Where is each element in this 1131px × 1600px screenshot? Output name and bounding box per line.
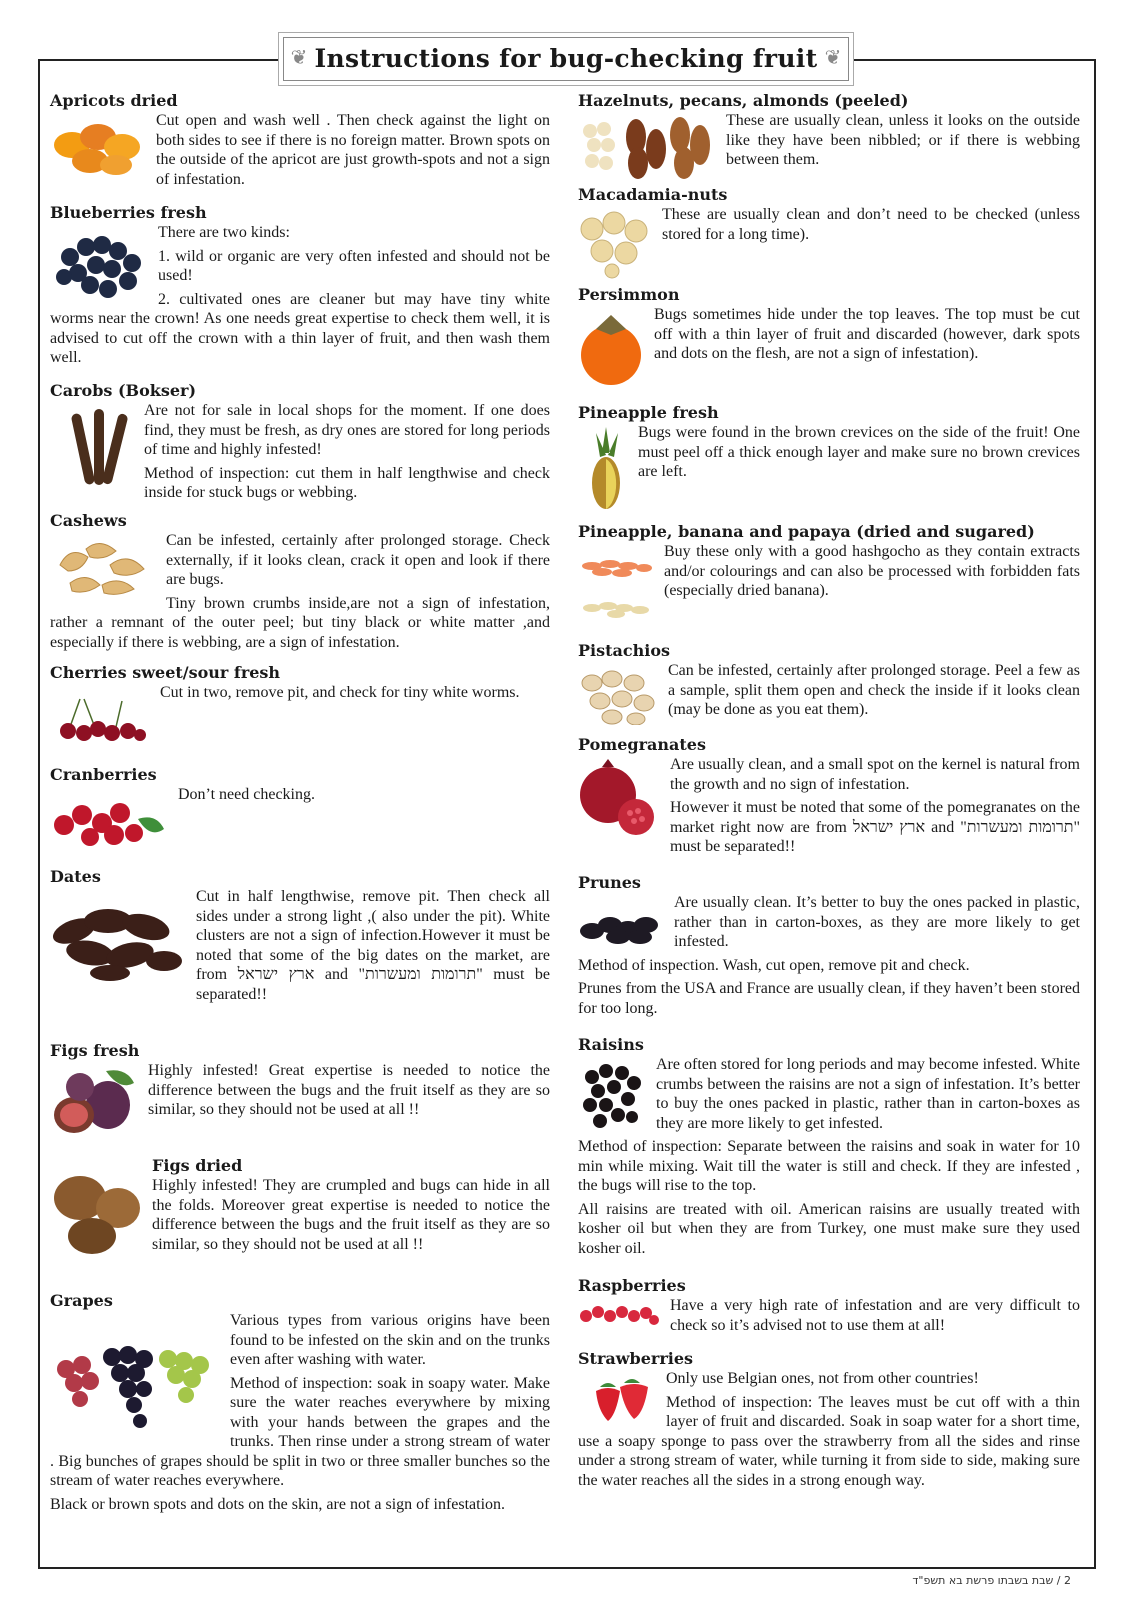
entry-title: Pomegranates [578, 735, 706, 754]
page-title: Instructions for bug-checking fruit [314, 44, 818, 73]
entry-text: Are usually clean, and a small spot on the kernel is natural from the growth and no sign of infestation. [670, 756, 1080, 793]
entry-title: Pineapple fresh [578, 403, 719, 422]
entry-title: Carobs (Bokser) [50, 381, 197, 400]
entry-nuts [578, 91, 1080, 183]
entry-text: These are usually clean, unless it looks on the outside like they have been nibbled; or if there is webbing between them. [726, 112, 1080, 168]
entry-title: Strawberries [578, 1349, 694, 1368]
entry-figs-fresh [50, 1041, 550, 1139]
cashews-image [50, 535, 156, 597]
cherries-image [50, 687, 150, 747]
entry-text: Bugs were found in the brown crevices on the side of the fruit! One must peel off a thick enough layer and make sure no brown crevices are left. [638, 424, 1080, 480]
entry-text: There are two kinds: [158, 224, 290, 241]
entry-text: All raisins are treated with oil. American raisins are usually treated with kosher oil but when they are from Turkey, one must make sure they used kosher oil. [578, 1200, 1080, 1257]
entry-title: Hazelnuts, pecans, almonds (peeled) [578, 91, 909, 110]
entry-title: Raspberries [578, 1276, 686, 1295]
entry-title: Prunes [578, 873, 641, 892]
macadamia-image [578, 209, 652, 279]
entry-pineapple [578, 403, 1080, 515]
grapes-image [50, 1329, 220, 1433]
entry-prunes [578, 873, 1080, 1022]
entry-text: Only use Belgian ones, not from other countries! [666, 1370, 979, 1387]
entry-title: Pineapple, banana and papaya (dried and sugared) [578, 522, 1035, 541]
entry-text: 1. wild or organic are very often infested and should not be used! [158, 247, 550, 284]
dates-image [50, 891, 186, 983]
entry-title: Macadamia-nuts [578, 185, 728, 204]
cranberries-image [50, 789, 168, 851]
entry-text: Can be infested, certainly after prolonged storage. Check externally, if it looks clean, crack it open and look if there are bugs. [166, 532, 550, 588]
entry-title: Cranberries [50, 765, 157, 784]
entry-cashews [50, 511, 550, 656]
entry-title: Apricots dried [50, 91, 178, 110]
entry-text: Highly infested! They are crumpled and bugs can hide in all the folds. Moreover great expertise is needed to notice the difference between the bugs and the fruit itself as they are so similar, so they should not be used at all !! [152, 1177, 550, 1253]
pistachios-image [578, 665, 658, 725]
entry-text: 2. cultivated ones are cleaner but may have tiny white worms near the crown! As one needs great expertise to check them well, it is advised to cut off the crown with a thin layer of fruit, and then wash them well. [50, 290, 550, 366]
raisins-image [578, 1059, 646, 1135]
entry-title: Cashews [50, 511, 127, 530]
entry-text: Method of inspection. Wash, cut open, remove pit and check. [578, 956, 970, 974]
entry-text: Can be infested, certainly after prolonged storage. Peel a few as a sample, split them open and check the inside if it looks clean (may be done as you eat them). [668, 662, 1080, 718]
entry-carobs [50, 381, 550, 507]
entry-title: Figs fresh [50, 1041, 140, 1060]
entry-text: Are usually clean. It’s better to buy the ones packed in plastic, rather than in carton-boxes, as they are more likely to get infested. [674, 894, 1080, 950]
entry-pomegranates [578, 735, 1080, 861]
entry-figs-dried [50, 1156, 550, 1258]
entry-cherries [50, 663, 550, 749]
page-footer: 2 / שבת בשבתו פרשת בא תשפ"ד [912, 1574, 1071, 1587]
entry-text: Highly infested! Great expertise is needed to notice the difference between the bugs and the fruit itself as they are so similar, so they should not be used at all !! [148, 1062, 550, 1118]
entry-title: Pistachios [578, 641, 671, 660]
entry-title: Grapes [50, 1291, 113, 1310]
entry-text: Prunes from the USA and France are usually clean, if they haven’t been stored for too long. [578, 980, 1080, 1017]
entry-text: Method of inspection: cut them in half lengthwise and check inside for stuck bugs or webbing. [144, 464, 550, 501]
carobs-image [64, 405, 134, 493]
entry-text: Buy these only with a good hashgocho as they contain extracts and/or colourings and can also be processed with forbidden fats (especially dried banana). [664, 543, 1080, 599]
dried-tropical-image [578, 546, 654, 622]
apricots-image [50, 115, 146, 177]
entry-text: Are not for sale in local shops for the moment. If one does find, they must be fresh, as dry ones are stored for long periods of time and highly infested! [144, 402, 550, 458]
ornament-icon: ❦ [824, 45, 842, 69]
entry-text: Method of inspection: The leaves must be cut off with a thin layer of fruit and discarded. Soak in soap water for a short time, use a soapy sponge to pass over the strawberry from all the sides and rinse under a strong stream of water, while turning it from side to side, making sure the water reaches all the sides in a strong enough way. [578, 1393, 1080, 1489]
entry-title: Figs dried [152, 1156, 243, 1175]
pomegranates-image [578, 759, 660, 839]
entry-text: However it must be noted that some of the pomegranates on the market right now are from ארץ ישראל and "תרומות ומעשרות" must be separated!! [670, 799, 1081, 855]
entry-title: Blueberries fresh [50, 203, 207, 222]
entry-text: Bugs sometimes hide under the top leaves. The top must be cut off with a thin layer of fruit and discarded (however, dark spots and dots on the flesh, are not a sign of infestation). [654, 306, 1080, 362]
ornament-icon: ❦ [290, 45, 308, 69]
entry-raspberries [578, 1276, 1080, 1339]
entry-persimmon [578, 285, 1080, 389]
entry-title: Dates [50, 867, 101, 886]
entry-text: These are usually clean and don’t need to be checked (unless stored for a long time). [662, 206, 1080, 243]
entry-text: Cut in half lengthwise, remove pit. Then check all sides under a strong light ,( also under the pit). White clusters are not a sign of infection.However it must be noted that some of the big dates on the market, are from ארץ ישראל and "תרומות ומעשרות" must be separated!! [196, 888, 551, 1003]
entry-raisins [578, 1035, 1080, 1262]
entry-text: Cut open and wash well . Then check against the light on both sides to see if there is no foreign matter. Brown spots on the outside of the apricot are just growth-spots and not a sign of infestation. [156, 112, 550, 188]
title-banner [283, 37, 849, 81]
entry-text: Method of inspection: soak in soapy water. Make sure the water reaches everywhere by mixing with your hands between the grapes and the trunks. Then rinse under a strong stream of water . Big bunches of grapes should be split in two or three smaller bunches so the stream of water reaches everywhere. [50, 1374, 550, 1489]
entry-strawberries [578, 1349, 1080, 1494]
persimmon-image [578, 309, 644, 387]
figs-fresh-image [50, 1065, 138, 1137]
entry-title: Persimmon [578, 285, 680, 304]
entry-text: Various types from various origins have been found to be infested on the skin and on the trunks even after washing with water. [230, 1312, 550, 1368]
entry-blueberries [50, 203, 550, 372]
entry-macadamia [578, 185, 1080, 281]
entry-text: Cut in two, remove pit, and check for tiny white worms. [160, 684, 520, 701]
entry-title: Cherries sweet/sour fresh [50, 663, 281, 682]
entry-text: Have a very high rate of infestation and are very difficult to check so it’s advised not to use them at all! [670, 1297, 1080, 1334]
entry-pistachios [578, 641, 1080, 727]
entry-grapes [50, 1291, 550, 1518]
entry-text: Tiny brown crumbs inside,are not a sign of infestation, rather a remnant of the outer peel; but tiny black or white matter ,and especially if there is webbing, are a sign of infestation. [50, 594, 550, 651]
nuts-image [578, 115, 716, 181]
figs-dried-image [50, 1170, 142, 1256]
entry-text: Are often stored for long periods and may become infested. White crumbs between the raisins are not a sign of infestation. It’s better to buy the ones packed in plastic, rather than in carton-boxes as they are more likely to get infested. [656, 1056, 1081, 1132]
entry-text: Black or brown spots and dots on the skin, are not a sign of infestation. [50, 1495, 506, 1513]
entry-dates [50, 867, 550, 1008]
entry-dried-tropical [578, 522, 1080, 624]
prunes-image [578, 907, 664, 947]
entry-text: Don’t need checking. [178, 786, 315, 803]
strawberries-image [590, 1373, 656, 1425]
entry-cranberries [50, 765, 550, 853]
entry-apricots [50, 91, 550, 193]
entry-title: Raisins [578, 1035, 644, 1054]
pineapple-image [586, 427, 628, 513]
entry-text: Method of inspection: Separate between the raisins and soak in water for 10 min while mixing. Wait till the water is still and check. If they are infested , the bugs will rise to the top. [578, 1138, 1080, 1194]
blueberries-image [50, 227, 148, 305]
raspberries-image [578, 1300, 660, 1330]
